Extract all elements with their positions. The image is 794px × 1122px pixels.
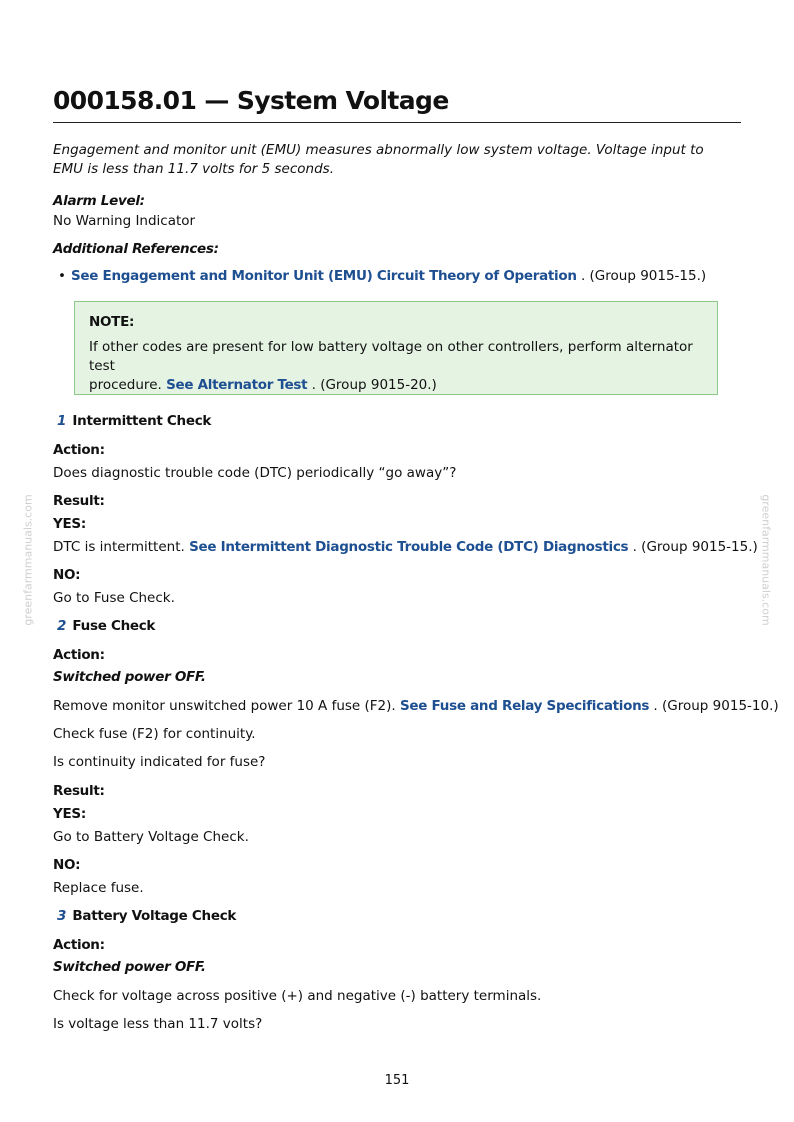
- step-title: Fuse Check: [72, 618, 156, 634]
- note-heading: NOTE:: [89, 314, 135, 330]
- title-divider: [53, 122, 741, 123]
- step-3-switch-text: Switched power OFF.: [53, 959, 206, 975]
- additional-references-label: Additional References:: [53, 241, 219, 257]
- watermark-right: greenfarmmanuals.com: [759, 494, 773, 626]
- step-number: 2: [57, 618, 67, 634]
- step-2-result-label: Result:: [53, 783, 105, 799]
- note-text-line2: procedure.: [89, 377, 167, 393]
- step-2-action-label: Action:: [53, 647, 105, 663]
- note-box: [74, 301, 718, 395]
- intro-paragraph: Engagement and monitor unit (EMU) measures abnormally low system voltage. Voltage input to EMU is less than 11.7 volts for 5 seconds.: [53, 142, 704, 177]
- reference-suffix: . (Group 9015-15.): [576, 268, 707, 284]
- step-3-heading: [57, 908, 236, 924]
- line1-suffix: . (Group 9015-10.): [649, 698, 779, 714]
- page-number: 151: [384, 1073, 410, 1088]
- reference-list-item: [58, 268, 706, 284]
- step-number: 1: [57, 413, 67, 429]
- step-2-yes-text: Go to Battery Voltage Check.: [53, 829, 249, 845]
- step-2-yes-label: YES:: [53, 806, 86, 822]
- step-3-line1: Check for voltage across positive (+) and negative (-) battery terminals.: [53, 988, 542, 1004]
- step-1-heading: [57, 413, 211, 429]
- step-1-yes-label: YES:: [53, 516, 86, 532]
- step-2-switch-text: Switched power OFF.: [53, 669, 206, 685]
- bullet-icon: •: [58, 268, 66, 284]
- note-suffix: . (Group 9015-20.): [307, 377, 437, 393]
- step-2-line2: Check fuse (F2) for continuity.: [53, 726, 256, 742]
- step-2-line1: [53, 698, 779, 714]
- step-3-line2: Is voltage less than 11.7 volts?: [53, 1016, 263, 1032]
- note-text-line1: If other codes are present for low battery voltage on other controllers, perform alternator test: [89, 339, 693, 374]
- step-1-no-label: NO:: [53, 567, 81, 583]
- step-2-no-text: Replace fuse.: [53, 880, 144, 896]
- page-title: 000158.01 — System Voltage: [53, 86, 449, 115]
- step-3-action-label: Action:: [53, 937, 105, 953]
- step-1-no-text: Go to Fuse Check.: [53, 590, 175, 606]
- step-1-action-text: Does diagnostic trouble code (DTC) periodically “go away”?: [53, 465, 457, 481]
- step-2-line3: Is continuity indicated for fuse?: [53, 754, 266, 770]
- step-title: Intermittent Check: [72, 413, 212, 429]
- emu-theory-link[interactable]: See Engagement and Monitor Unit (EMU) Circuit Theory of Operation: [71, 268, 577, 284]
- yes-prefix: DTC is intermittent.: [53, 539, 190, 555]
- fuse-relay-spec-link[interactable]: See Fuse and Relay Specifications: [400, 698, 650, 714]
- step-number: 3: [57, 908, 67, 924]
- step-2-heading: [57, 618, 155, 634]
- watermark-left: greenfarmmanuals.com: [21, 494, 35, 626]
- step-1-yes-text: [53, 539, 758, 555]
- alarm-level-value: No Warning Indicator: [53, 213, 196, 229]
- step-2-no-label: NO:: [53, 857, 81, 873]
- step-1-result-label: Result:: [53, 493, 105, 509]
- note-text: [89, 338, 703, 395]
- yes-suffix: . (Group 9015-15.): [628, 539, 758, 555]
- alternator-test-link[interactable]: See Alternator Test: [166, 377, 308, 393]
- intermittent-dtc-link[interactable]: See Intermittent Diagnostic Trouble Code (DTC) Diagnostics: [189, 539, 629, 555]
- line1-prefix: Remove monitor unswitched power 10 A fuse (F2).: [53, 698, 400, 714]
- step-1-action-label: Action:: [53, 442, 105, 458]
- alarm-level-label: Alarm Level:: [53, 193, 145, 209]
- step-title: Battery Voltage Check: [72, 908, 237, 924]
